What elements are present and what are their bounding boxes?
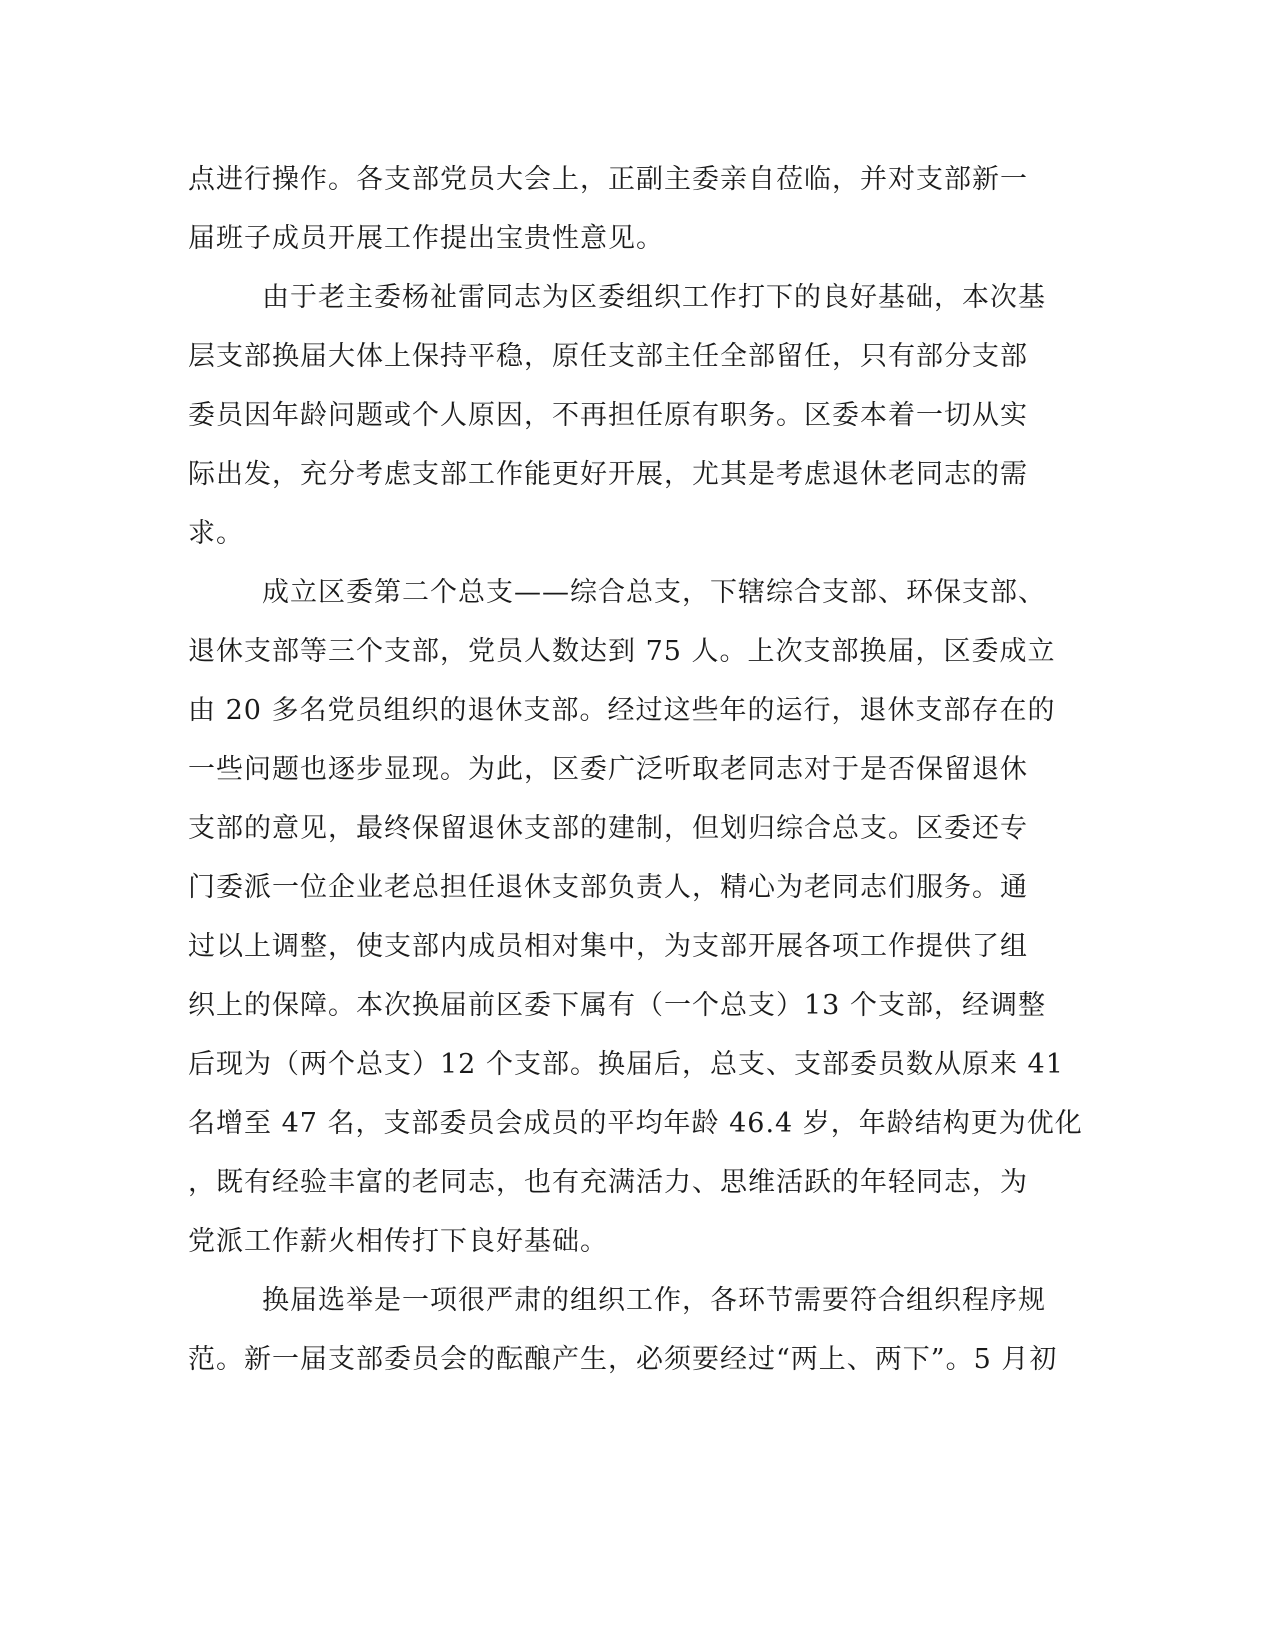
- text-line: 换届选举是一项很严肃的组织工作，各环节需要符合组织程序规: [262, 1285, 1046, 1316]
- text-line: 成立区委第二个总支——综合总支，下辖综合支部、环保支部、: [262, 577, 1046, 608]
- text-line: 织上的保障。本次换届前区委下属有（一个总支）13 个支部，经调整: [188, 990, 1046, 1021]
- text-line: 际出发，充分考虑支部工作能更好开展，尤其是考虑退休老同志的需: [188, 459, 1028, 490]
- text-line: 支部的意见，最终保留退休支部的建制，但划归综合总支。区委还专: [188, 813, 1028, 844]
- text-line: 党派工作薪火相传打下良好基础。: [188, 1226, 608, 1257]
- text-line: 一些问题也逐步显现。为此，区委广泛听取老同志对于是否保留退休: [188, 754, 1028, 785]
- text-line: 层支部换届大体上保持平稳，原任支部主任全部留任，只有部分支部: [188, 341, 1028, 372]
- text-line: 由于老主委杨祉雷同志为区委组织工作打下的良好基础，本次基: [262, 282, 1046, 313]
- text-line: ，既有经验丰富的老同志，也有充满活力、思维活跃的年轻同志，为: [188, 1167, 1028, 1198]
- text-line: 门委派一位企业老总担任退休支部负责人，精心为老同志们服务。通: [188, 872, 1028, 903]
- text-line: 后现为（两个总支）12 个支部。换届后，总支、支部委员数从原来 41: [188, 1049, 1064, 1080]
- text-line: 过以上调整，使支部内成员相对集中，为支部开展各项工作提供了组: [188, 931, 1028, 962]
- text-line: 点进行操作。各支部党员大会上，正副主委亲自莅临，并对支部新一: [188, 164, 1028, 195]
- text-line: 届班子成员开展工作提出宝贵性意见。: [188, 223, 664, 254]
- text-line: 由 20 多名党员组织的退休支部。经过这些年的运行，退休支部存在的: [188, 695, 1056, 726]
- text-line: 求。: [188, 518, 244, 549]
- text-line: 退休支部等三个支部，党员人数达到 75 人。上次支部换届，区委成立: [188, 636, 1056, 667]
- text-line: 名增至 47 名，支部委员会成员的平均年龄 46.4 岁，年龄结构更为优化: [188, 1108, 1083, 1139]
- text-line: 范。新一届支部委员会的酝酿产生，必须要经过“两上、两下”。5 月初: [188, 1344, 1058, 1375]
- text-line: 委员因年龄问题或个人原因，不再担任原有职务。区委本着一切从实: [188, 400, 1028, 431]
